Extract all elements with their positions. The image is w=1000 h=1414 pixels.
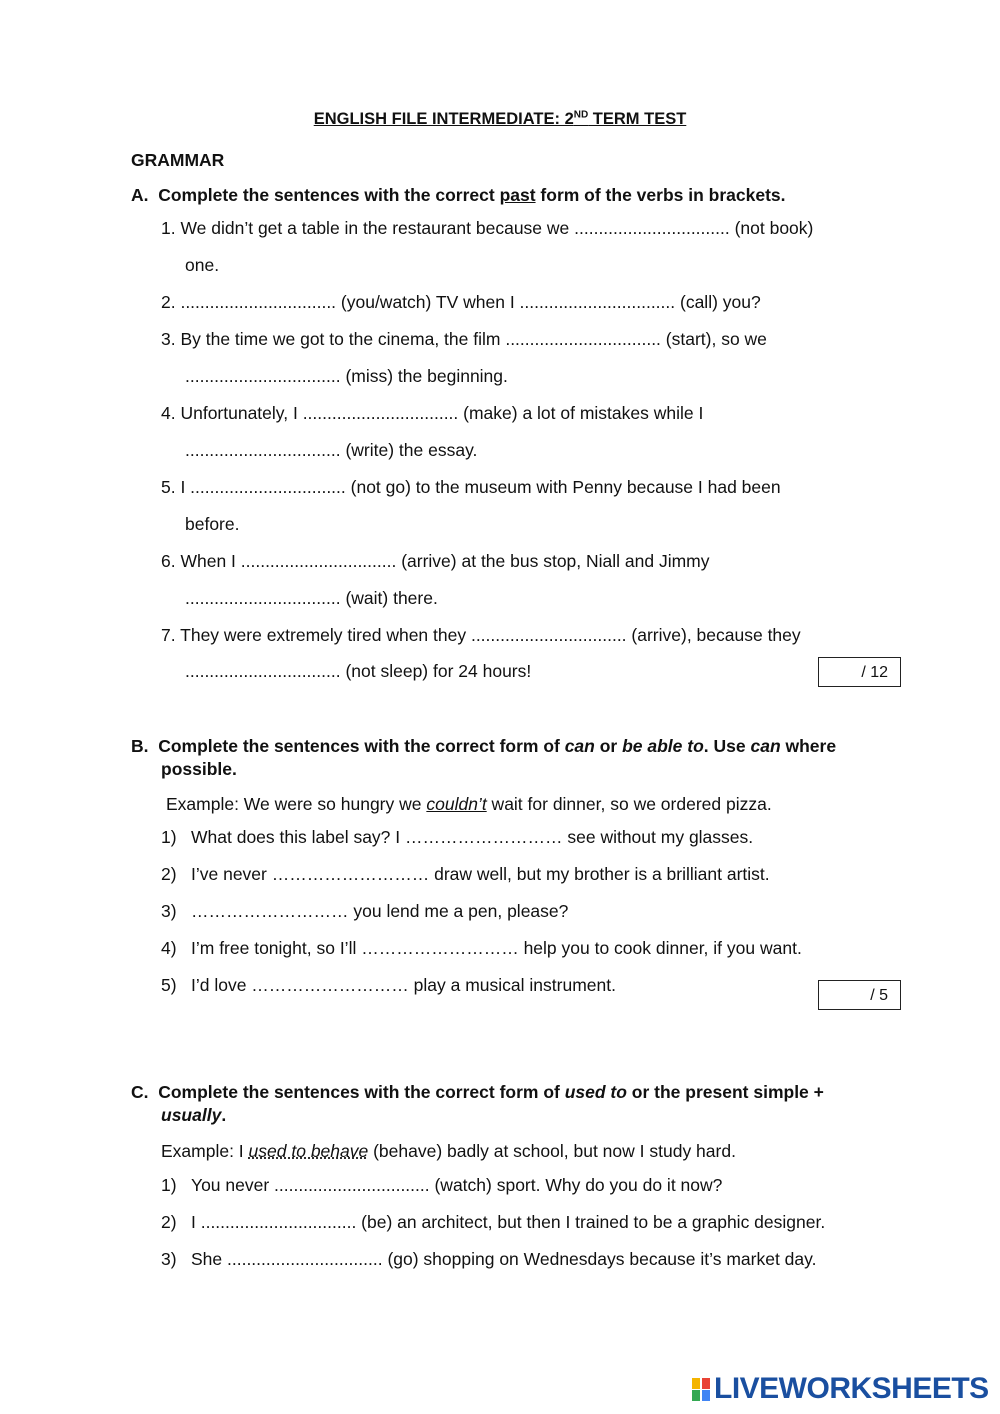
a-line-1: 1. We didn’t get a table in the restaurant because we ................................ (not book) bbox=[161, 218, 814, 238]
c-item-2: 2) I ................................ (be) an architect, but then I trained to be a graphic designer. bbox=[161, 1212, 826, 1232]
section-c-heading: C. Complete the sentences with the correct form of used to or the present simple + bbox=[131, 1082, 824, 1102]
c-item-1: 1) You never ................................ (watch) sport. Why do you do it now? bbox=[161, 1175, 723, 1195]
a-line-4: 4. Unfortunately, I ................................ (make) a lot of mistakes while I bbox=[161, 403, 704, 423]
b-item-3: 3) ……………………… you lend me a pen, please? bbox=[161, 901, 569, 921]
b-item-5: 5) I’d love ……………………… play a musical instrument. bbox=[161, 975, 616, 995]
section-c-heading-cont: usually. bbox=[161, 1105, 227, 1125]
section-b-example: Example: We were so hungry we couldn’t wait for dinner, so we ordered pizza. bbox=[166, 794, 772, 814]
section-b-heading-cont: possible. bbox=[161, 759, 237, 779]
b-item-1: 1) What does this label say? I ……………………… see without my glasses. bbox=[161, 827, 754, 847]
section-c-example: Example: I used to behave (behave) badly at school, but now I study hard. bbox=[161, 1141, 736, 1161]
section-b-heading: B. Complete the sentences with the correct form of can or be able to. Use can where bbox=[131, 736, 837, 756]
a-line-7-cont: ................................ (not sleep) for 24 hours! bbox=[185, 661, 532, 681]
a-line-2: 2. ................................ (you/watch) TV when I ................................ (call) you? bbox=[161, 292, 761, 312]
page-title: ENGLISH FILE INTERMEDIATE: 2ND TERM TEST bbox=[313, 109, 687, 128]
section-a-letter: A. bbox=[131, 185, 149, 205]
section-a-score-box: / 12 bbox=[818, 657, 901, 687]
a-line-3: 3. By the time we got to the cinema, the film ................................ (start), so we bbox=[161, 329, 767, 349]
a-line-1-cont: one. bbox=[185, 255, 220, 275]
a-line-7: 7. They were extremely tired when they ................................ (arrive), because they bbox=[161, 625, 801, 645]
a-line-5-cont: before. bbox=[185, 514, 240, 534]
section-a-heading: A. Complete the sentences with the correct past form of the verbs in brackets. bbox=[131, 185, 786, 205]
a-line-6: 6. When I ................................ (arrive) at the bus stop, Niall and Jimmy bbox=[161, 551, 710, 571]
liveworksheets-logo-text: LIVEWORKSHEETS bbox=[714, 1372, 989, 1405]
liveworksheets-logo-icon bbox=[692, 1376, 712, 1402]
a-line-3-cont: ................................ (miss) the beginning. bbox=[185, 366, 508, 386]
a-line-5: 5. I ................................ (not go) to the museum with Penny because I had been bbox=[161, 477, 781, 497]
b-item-4: 4) I’m free tonight, so I’ll ……………………… help you to cook dinner, if you want. bbox=[161, 938, 802, 958]
b-item-2: 2) I’ve never ……………………… draw well, but my brother is a brilliant artist. bbox=[161, 864, 770, 884]
section-c-letter: C. bbox=[131, 1082, 149, 1102]
a-line-4-cont: ................................ (write) the essay. bbox=[185, 440, 478, 460]
liveworksheets-logo bbox=[692, 1374, 989, 1404]
a-line-6-cont: ................................ (wait) there. bbox=[185, 588, 438, 608]
grammar-heading: GRAMMAR bbox=[131, 150, 225, 170]
section-b-score-box: / 5 bbox=[818, 980, 901, 1010]
c-item-3: 3) She ................................ (go) shopping on Wednesdays because it’s market day. bbox=[161, 1249, 817, 1269]
section-b-letter: B. bbox=[131, 736, 149, 756]
